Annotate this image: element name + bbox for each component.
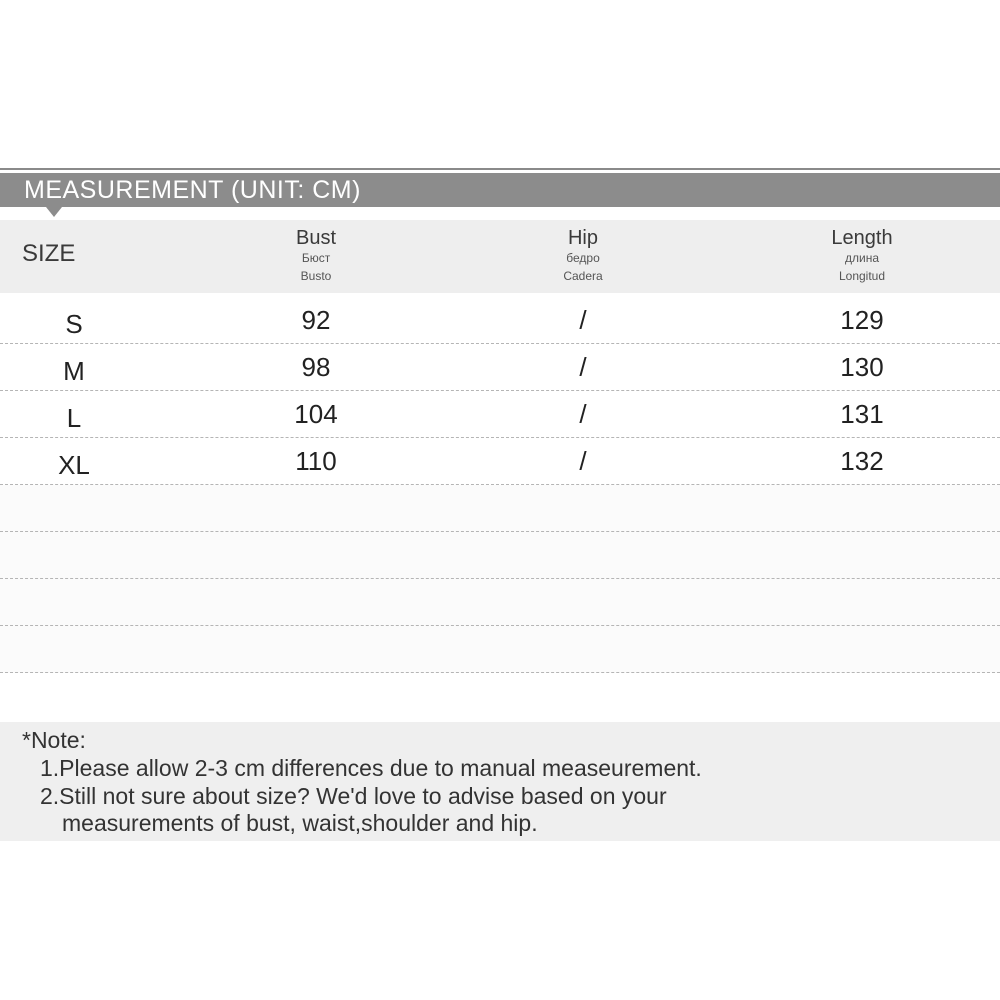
header-bust (216, 220, 416, 293)
note-box (0, 722, 1000, 841)
empty-row (0, 532, 1000, 579)
header-length-es: Longitud (838, 269, 886, 283)
empty-row (0, 579, 1000, 626)
header-length (762, 220, 962, 293)
header-hip-es: Cadera (563, 269, 603, 283)
cell-size: M (63, 356, 85, 386)
header-length-en: Length (831, 227, 893, 249)
cell-length: 131 (840, 399, 884, 429)
note-line-3: measurements of bust, waist,shoulder and hip. (62, 810, 538, 836)
table-header (0, 220, 1000, 293)
cell-length: 129 (840, 305, 884, 335)
note-line-1: 1.Please allow 2-3 cm differences due to manual measeurement. (40, 755, 702, 781)
table-row (0, 438, 1000, 485)
header-bust-en: Bust (295, 227, 337, 249)
top-divider (0, 168, 1000, 170)
page-title: MEASUREMENT (UNIT: CM) (24, 176, 361, 204)
header-hip (483, 220, 683, 293)
table-row (0, 297, 1000, 344)
note-line-2: 2.Still not sure about size? We'd love to advise based on your (40, 783, 667, 809)
cell-hip: / (579, 305, 587, 335)
cell-hip: / (579, 352, 587, 382)
header-length-ru: длина (844, 251, 879, 265)
header-hip-ru: бедро (566, 251, 600, 265)
note-title: *Note: (22, 727, 86, 753)
table-body (0, 297, 1000, 673)
cell-length: 132 (840, 446, 884, 476)
empty-row (0, 485, 1000, 532)
cell-bust: 92 (301, 305, 331, 335)
cell-size: S (65, 309, 83, 339)
header-bust-es: Busto (300, 269, 332, 283)
empty-row (0, 626, 1000, 673)
cell-size: XL (58, 450, 90, 480)
header-hip-en: Hip (567, 227, 598, 249)
table-row (0, 391, 1000, 438)
cell-hip: / (579, 399, 587, 429)
table-row (0, 344, 1000, 391)
cell-size: L (66, 403, 82, 433)
header-bust-ru: Бюст (301, 251, 331, 265)
title-banner (0, 173, 1000, 207)
cell-bust: 110 (295, 446, 337, 476)
cell-bust: 98 (301, 352, 331, 382)
banner-pointer (46, 207, 62, 217)
cell-hip: / (579, 446, 587, 476)
cell-length: 130 (840, 352, 884, 382)
cell-bust: 104 (294, 399, 338, 429)
header-size: SIZE (22, 240, 76, 267)
